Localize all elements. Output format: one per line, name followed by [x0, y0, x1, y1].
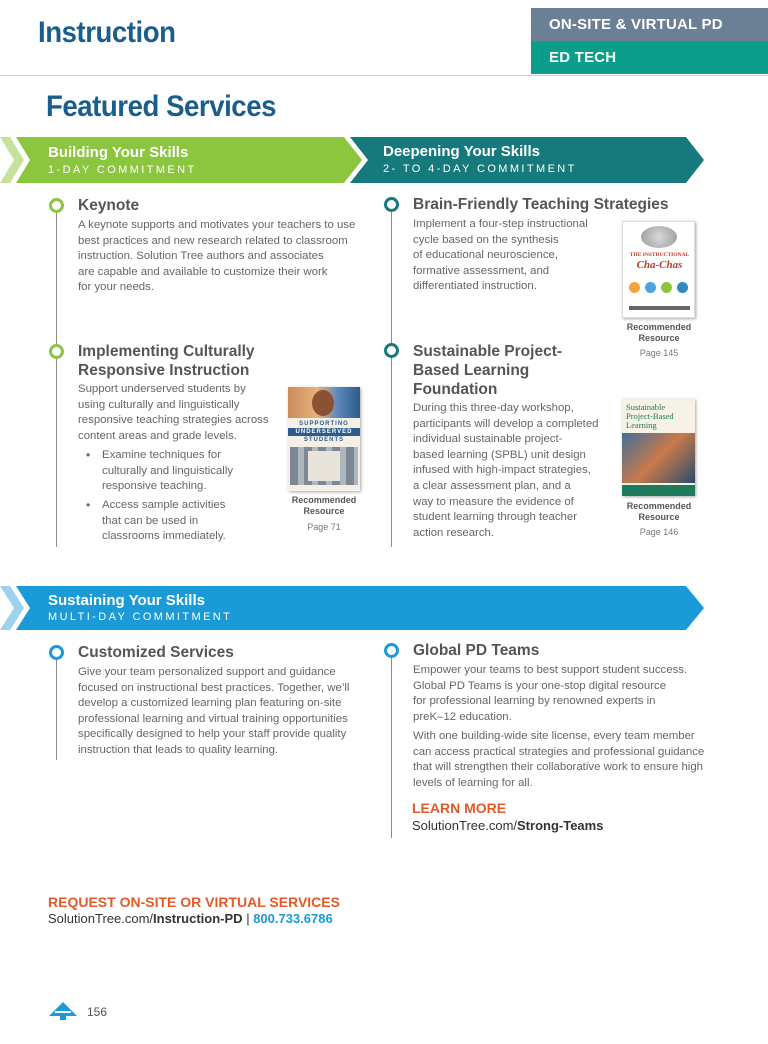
recommended-resource-label-1: Recommended Resource	[291, 495, 357, 516]
book-cover-title: SUPPORTING UNDERSERVED STUDENTS	[288, 420, 360, 444]
strong-teams-url[interactable]: SolutionTree.com/Strong-Teams	[412, 818, 604, 833]
keynote-marker	[49, 198, 64, 213]
global-pd-marker	[384, 643, 399, 658]
deepening-skills-subtitle: 2- TO 4-DAY COMMITMENT	[383, 163, 577, 175]
culturally-responsive-marker	[49, 344, 64, 359]
instruction-pd-contact[interactable]: SolutionTree.com/Instruction-PD | 800.733.6786	[48, 911, 333, 926]
tag-onsite-virtual-pd[interactable]: ON-SITE & VIRTUAL PD	[531, 8, 768, 41]
request-services-heading[interactable]: REQUEST ON-SITE OR VIRTUAL SERVICES	[48, 894, 340, 910]
tag-ed-tech[interactable]: ED TECH	[531, 41, 768, 74]
recommended-resource-label-2: Recommended Resource	[626, 322, 692, 343]
book-cover-title: THE INSTRUCTIONAL Cha-Chas	[629, 252, 690, 271]
customized-services-marker	[49, 645, 64, 660]
culturally-responsive-title: Implementing Culturally Responsive Instruction	[78, 343, 255, 379]
header-divider	[0, 75, 768, 76]
recommended-resource-label-3: Recommended Resource	[626, 501, 692, 522]
sustaining-skills-subtitle: MULTI-DAY COMMITMENT	[48, 611, 233, 623]
keynote-title: Keynote	[78, 197, 140, 214]
deepening-skills-title: Deepening Your Skills	[383, 143, 540, 160]
bullet-access-activities: • Access sample activities that can be used in classrooms immediately.	[86, 498, 226, 543]
building-skills-subtitle: 1-DAY COMMITMENT	[48, 164, 197, 176]
timeline-line-left-1	[56, 205, 57, 547]
brain-friendly-marker	[384, 197, 399, 212]
pbl-title: Sustainable Project- Based Learning Foundation	[413, 343, 563, 398]
global-pd-description-2: With one building-wide site license, every team member can access practical strategies and professional guidance that will strengthen their collaborative work to ensure high levels of learning for all.	[413, 730, 705, 789]
book-cover-circles	[629, 282, 690, 294]
book-cover-photo	[622, 433, 695, 483]
global-pd-description-1: Empower your teams to best support student success. Global PD Teams is your one-stop digital resource for professional learning by renowned experts in preK–12 education.	[413, 664, 688, 723]
customized-services-title: Customized Services	[78, 644, 234, 661]
book-cover-supporting-underserved[interactable]	[288, 387, 360, 491]
learn-more-link[interactable]: LEARN MORE	[412, 800, 507, 816]
sustaining-skills-title: Sustaining Your Skills	[48, 592, 205, 609]
featured-services-heading: Featured Services	[46, 90, 276, 123]
pbl-marker	[384, 343, 399, 358]
book-cover-instructional-cha-chas[interactable]	[622, 221, 695, 318]
page-ref-71[interactable]: Page 71	[307, 522, 341, 532]
bullet-examine-techniques: • Examine techniques for culturally and linguistically responsive teaching.	[86, 448, 234, 493]
keynote-description: A keynote supports and motivates your teachers to use best practices and new research related to classroom instruction. Solution Tree authors and associates are capable and available to customize their work for your needs.	[78, 219, 356, 294]
page-ref-146[interactable]: Page 146	[639, 527, 679, 537]
book-cover-sustainable-pbl[interactable]	[622, 399, 695, 496]
timeline-line-right-1	[391, 205, 392, 547]
book-cover-title: Sustainable Project-Based Learning	[626, 402, 674, 430]
brain-friendly-description: Implement a four-step instructional cycle based on the synthesis of educational neuroscience, formative assessment, and differentiated instruction.	[413, 218, 588, 293]
building-skills-title: Building Your Skills	[48, 144, 189, 161]
timeline-line-left-2	[56, 652, 57, 760]
page-number: 156	[87, 1005, 108, 1019]
book-cover-face	[312, 390, 334, 416]
book-cover-brain-graphic	[641, 226, 677, 248]
brain-friendly-title: Brain-Friendly Teaching Strategies	[413, 196, 669, 213]
timeline-line-right-2	[391, 651, 392, 838]
customized-services-description: Give your team personalized support and guidance focused on instructional best practices. Together, we’ll develop a customized learning plan featuring on-site professional learning and virtual training opportunities specifically designed to help your staff provide quality instruction that leads to quality learning.	[78, 666, 350, 756]
pbl-description: During this three-day workshop, participants will develop a completed individual sustainable project- based learning (SPBL) unit design infused with high-impact strategies, a clear assessment plan, and a way to measure the evidence of student learning through teacher action research.	[413, 402, 599, 539]
culturally-responsive-description: Support underserved students by using culturally and linguistically responsive teaching strategies across content areas and grade levels.	[78, 383, 269, 442]
section-title: Instruction	[38, 16, 176, 49]
solution-tree-logo-icon	[49, 1002, 77, 1020]
global-pd-title: Global PD Teams	[413, 642, 540, 659]
page-ref-145[interactable]: Page 145	[639, 348, 679, 358]
